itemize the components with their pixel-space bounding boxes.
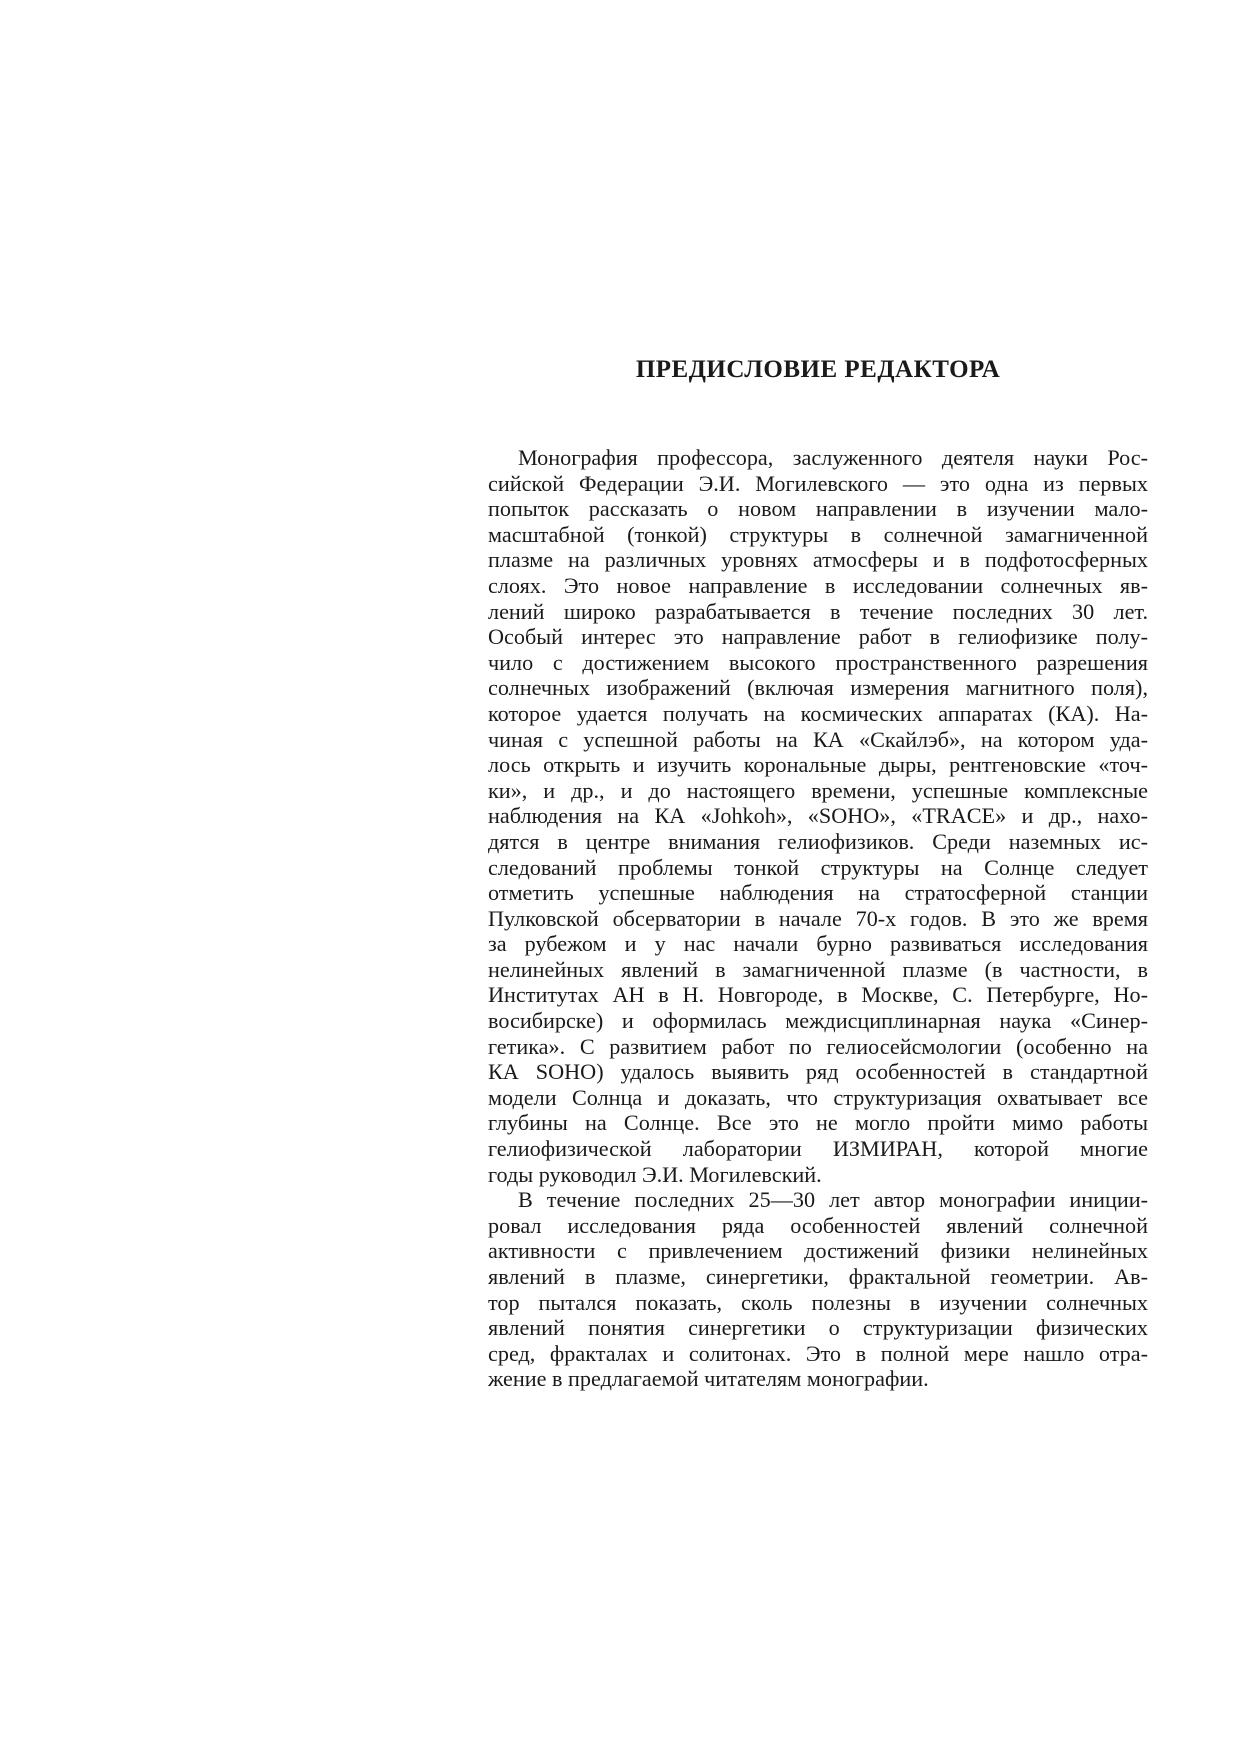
text-line: Пулковской обсерватории в начале 70-х годов. В это же время — [488, 905, 1148, 931]
text-line: тор пытался показать, сколь полезны в изучении солнечных — [488, 1289, 1148, 1315]
text-line: которое удается получать на космических аппаратах (КА). На- — [488, 700, 1148, 726]
paragraph-2 — [488, 1187, 1148, 1392]
text-line: КА SOHO) удалось выявить ряд особенностей в стандартной — [488, 1059, 1148, 1085]
text-line: за рубежом и у нас начали бурно развиваться исследования — [488, 931, 1148, 957]
page-title: ПРЕДИСЛОВИЕ РЕДАКТОРА — [635, 356, 1001, 383]
text-line: чиная с успешной работы на КА «Скайлэб», на котором уда- — [488, 726, 1148, 752]
text-line: жение в предлагаемой читателям монографии. — [488, 1366, 929, 1392]
text-line: плазме на различных уровнях атмосферы и в подфотосферных — [488, 547, 1148, 573]
text-line: Монография профессора, заслуженного деятеля науки Рос- — [518, 445, 1148, 470]
text-line: лений широко разрабатывается в течение последних 30 лет. — [488, 598, 1148, 624]
text-line: глубины на Солнце. Все это не могло пройти мимо работы — [488, 1110, 1148, 1136]
text-line: Институтах АН в Н. Новгороде, в Москве, С. Петербурге, Но- — [488, 982, 1148, 1008]
text-line: сийской Федерации Э.И. Могилевского — это одна из первых — [488, 470, 1148, 496]
text-line: Особый интерес это направление работ в гелиофизике полу- — [488, 624, 1148, 650]
text-line: ровал исследования ряда особенностей явлений солнечной — [488, 1212, 1148, 1238]
text-line: масштабной (тонкой) структуры в солнечной замагниченной — [488, 521, 1148, 547]
text-line: попыток рассказать о новом направлении в изучении мало- — [488, 496, 1148, 522]
text-line: нелинейных явлений в замагниченной плазме (в частности, в — [488, 956, 1148, 982]
text-line: солнечных изображений (включая измерения магнитного поля), — [488, 675, 1148, 701]
body-text — [488, 445, 1148, 1392]
text-line: дятся в центре внимания гелиофизиков. Среди наземных ис- — [488, 828, 1148, 854]
text-line: активности с привлечением достижений физики нелинейных — [488, 1238, 1148, 1264]
text-line: годы руководил Э.И. Могилевский. — [488, 1161, 822, 1187]
text-line: сред, фракталах и солитонах. Это в полной мере нашло отра- — [488, 1340, 1148, 1366]
text-line: гелиофизической лаборатории ИЗМИРАН, которой многие — [488, 1136, 1148, 1162]
text-line: В течение последних 25—30 лет автор монографии иниции- — [518, 1187, 1148, 1213]
paragraph-1 — [488, 445, 1148, 1187]
text-line: следований проблемы тонкой структуры на Солнце следует — [488, 854, 1148, 880]
text-line: гетика». С развитием работ по гелиосейсмологии (особенно на — [488, 1033, 1148, 1059]
text-line: ки», и др., и до настоящего времени, успешные комплексные — [488, 777, 1148, 803]
text-line: наблюдения на КА «Johkoh», «SOHO», «TRACE» и др., нахо- — [488, 803, 1148, 829]
text-line: отметить успешные наблюдения на стратосферной станции — [488, 880, 1148, 906]
text-line: модели Солнца и доказать, что структуризация охватывает все — [488, 1084, 1148, 1110]
text-line: лось открыть и изучить корональные дыры, рентгеновские «точ- — [488, 752, 1148, 778]
text-line: восибирске) и оформилась междисциплинарная наука «Синер- — [488, 1008, 1148, 1034]
text-line: явлений в плазме, синергетики, фрактальной геометрии. Ав- — [488, 1264, 1148, 1289]
text-line: слоях. Это новое направление в исследовании солнечных яв- — [488, 572, 1148, 598]
text-line: явлений понятия синергетики о структуризации физических — [488, 1315, 1148, 1341]
text-line: чило с достижением высокого пространственного разрешения — [488, 649, 1148, 675]
